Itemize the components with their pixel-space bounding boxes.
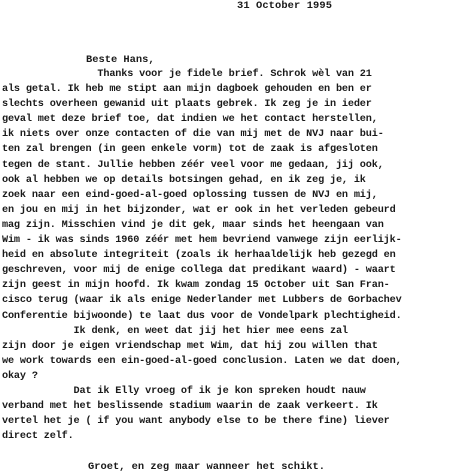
letter-line: ten zal brengen (in geen enkele vorm) tot de zaak is afgesloten: [2, 144, 378, 156]
letter-line: als getal. Ik heb me stipt aan mijn dagboek gehouden en ben er: [2, 84, 372, 96]
letter-line: Dat ik Elly vroeg of ik je kon spreken houdt nauw: [2, 385, 366, 397]
letter-line: zijn geest in mijn hoofd. Ik kwam zondag 15 October uit San Fran-: [2, 280, 390, 292]
letter-line: Wim - ik was sinds 1960 zéér met hem bevriend vanwege zijn eerlijk-: [2, 235, 402, 247]
letter-line: ook al hebben we op details botsingen gehad, en ik zeg je, ik: [2, 174, 366, 186]
letter-line: geval met deze brief toe, dat indien we het contact herstellen,: [2, 114, 378, 126]
letter-body: [2, 67, 448, 444]
letter-line: heid en absolute integriteit (zoals ik herhaaldelijk heb gezegd en: [2, 250, 396, 262]
letter-line: geschreven, voor mij de enige collega dat predikant waard) - waart: [2, 265, 396, 277]
letter-line: zijn door je eigen vriendschap met Wim, dat hij zou willen that: [2, 340, 378, 352]
letter-line: Thanks voor je fidele brief. Schrok wèl van 21: [2, 69, 372, 80]
letter-line: okay ?: [2, 370, 38, 382]
letter-line: slechts overheen gewanid uit plaats gebrek. Ik zeg je in ieder: [2, 99, 372, 111]
letter-closing: Groet, en zeg maar wanneer het schikt.: [88, 461, 325, 473]
letter-line: mag zijn. Misschien vind je dit gek, maar sinds het heengaan van: [2, 219, 384, 231]
letter-line: we work towards een ein-goed-al-goed conclusion. Laten we dat doen,: [2, 355, 402, 367]
letter-line: Ik denk, en weet dat jij het hier mee eens zal: [2, 325, 348, 337]
letter-line: verband met het beslissende stadium waarin de zaak verkeert. Ik: [2, 401, 378, 413]
letter-line: Conferentie bijwoonde) te laat dus voor de Vondelpark plechtigheid.: [2, 310, 402, 322]
letter-line: ik niets over onze contacten of die van mij met de NVJ naar bui-: [2, 129, 384, 141]
letter-line: direct zelf.: [2, 431, 74, 443]
letter-line: en jou en mij in het bijzonder, wat er ook in het verleden gebeurd: [2, 204, 396, 216]
letter-line: tegen de stant. Jullie hebben zéér veel voor me gedaan, jij ook,: [2, 159, 384, 171]
letter-line: zoek naar een eind-goed-al-goed oplossing tussen de NVJ en mij,: [2, 189, 378, 201]
letter-line: cisco terug (waar ik als enige Nederlander met Lubbers de Gorbachev: [2, 295, 402, 307]
letter-salutation: Beste Hans,: [86, 54, 155, 66]
letter-date: 31 October 1995: [237, 0, 333, 12]
letter-line: vertel het je ( if you want anybody else to be there fine) liever: [2, 416, 390, 428]
